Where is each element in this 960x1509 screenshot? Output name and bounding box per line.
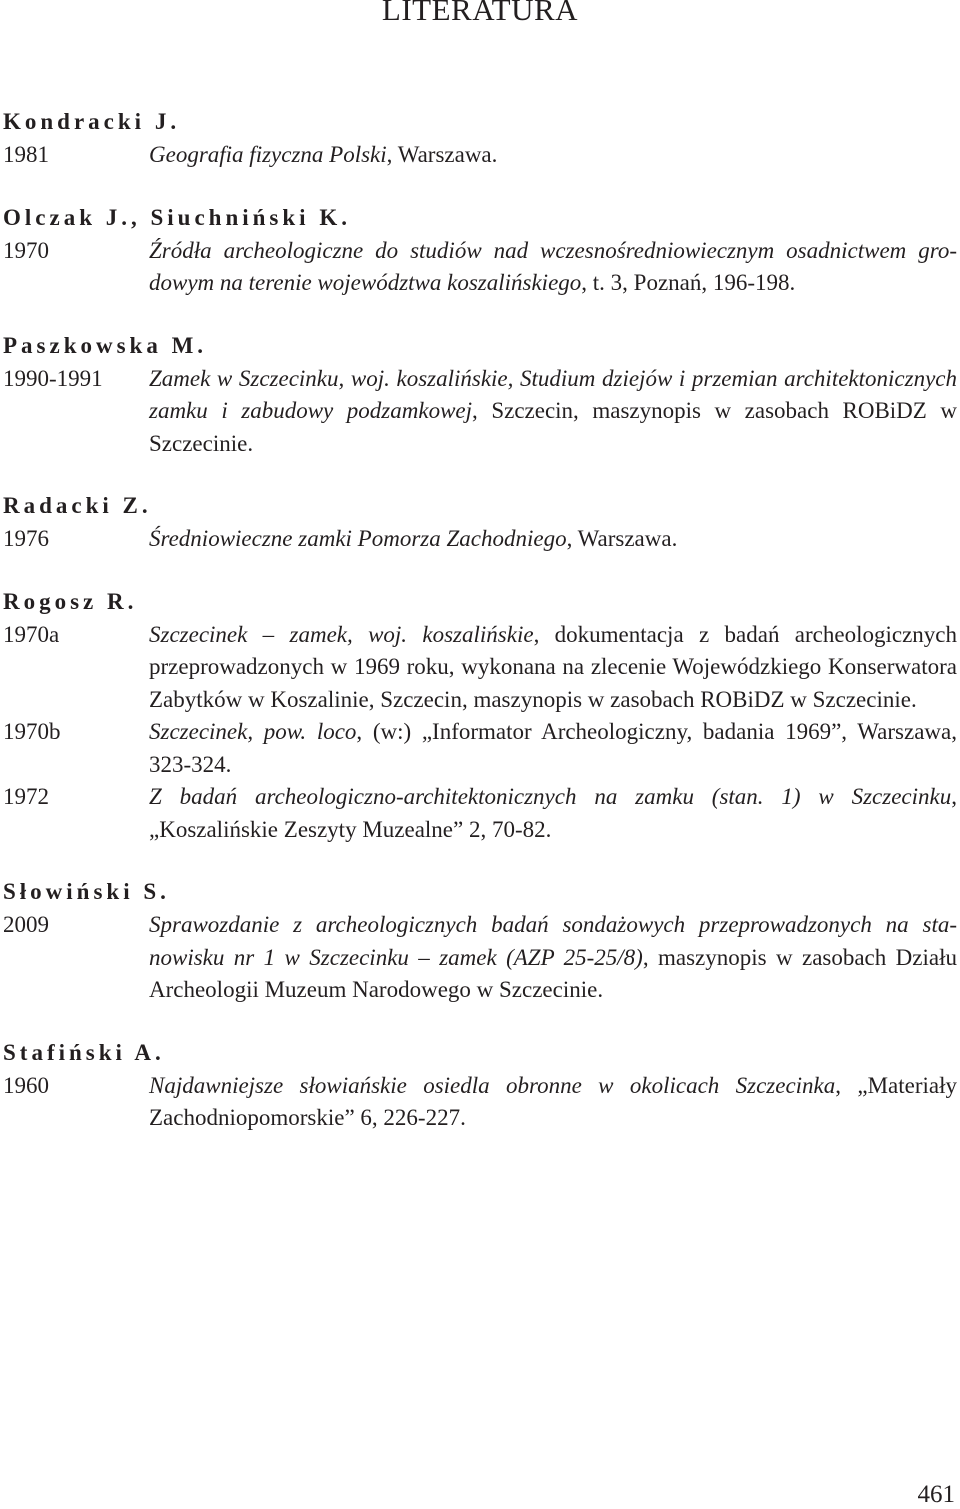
- reference-title: Zamek w Szczecinku, woj. koszalińskie, Studium dziejów i przemian architektonicznych zamku i zabudowy podzamkowej: [149, 365, 957, 423]
- reference: [3, 1070, 957, 1135]
- bibliography-entry: [3, 328, 957, 461]
- reference-text: [149, 781, 957, 846]
- reference-year: 1976: [3, 526, 49, 551]
- reference-year: 1970: [3, 237, 49, 263]
- reference-title: Szczecinek, pow. loco: [149, 719, 357, 744]
- reference-details: , Szczecin, maszynopis w zasobach ROBiDZ w Szczecinie.: [149, 398, 958, 456]
- reference-year: 1990-1991: [3, 365, 103, 391]
- reference-year: 1981: [3, 142, 49, 167]
- bibliography-entry: [3, 200, 957, 300]
- reference-details: , (w:) „Informator Archeologiczny, badania 1969”, Warszawa, 323-324.: [149, 719, 957, 777]
- reference-year: 1970b: [3, 719, 61, 744]
- author-name: Słowiński S.: [3, 879, 170, 904]
- reference-details: , maszynopis w zasobach Działu Archeologii Muzeum Narodowego w Szczecinie.: [149, 944, 957, 1002]
- page-title: LITERATURA: [381, 0, 579, 27]
- reference-details: , dokumentacja z badań archeologicznych przeprowadzonych w 1969 roku, wykonana na zlecenie Wojewódzkiego Konserwatora Zabytków w Koszalinie, Szczecin, maszynopis w zasobach ROBiDZ w Szczecinie.: [149, 621, 957, 712]
- reference-text: [149, 1070, 957, 1135]
- reference-details: , Warszawa.: [386, 142, 498, 167]
- reference-title: Z badań archeologiczno-architektonicznych na zamku (stan. 1) w Szczecinku: [149, 784, 952, 809]
- bibliography-entry: [3, 1035, 957, 1135]
- reference: [3, 619, 957, 717]
- reference-title: Najdawniejsze słowiańskie osiedla obronne w okolicach Szczecinka: [149, 1072, 836, 1098]
- author-name: Olczak J., Siuchniński K.: [3, 204, 351, 230]
- reference-details: , Warszawa.: [566, 526, 678, 551]
- author-name: Kondracki J.: [3, 109, 181, 134]
- bibliography-entry: [3, 584, 957, 847]
- reference: [3, 139, 957, 172]
- reference-title: Szczecinek – zamek, woj. koszalińskie: [149, 621, 534, 647]
- reference-year: 1970a: [3, 621, 60, 647]
- reference: [3, 716, 957, 781]
- author-name: Paszkowska M.: [3, 332, 208, 358]
- page-number: 461: [917, 1481, 955, 1508]
- reference: [3, 235, 957, 300]
- bibliography-list: [3, 104, 957, 1163]
- bibliography-entry: [3, 104, 957, 172]
- reference-year: 1972: [3, 784, 49, 809]
- reference-text: [149, 619, 957, 717]
- reference-year: 1960: [3, 1072, 49, 1098]
- reference-details: , „Materiały Zachodniopomorskie” 6, 226-227.: [149, 1072, 957, 1130]
- reference-details: , t. 3, Poznań, 196-198.: [581, 270, 796, 295]
- reference-details: , „Koszalińskie Zeszyty Muzealne” 2, 70-82.: [149, 784, 957, 842]
- reference: [3, 909, 957, 1007]
- reference-title: Średniowieczne zamki Pomorza Zachodniego: [149, 526, 567, 551]
- reference-title: Sprawozdanie z archeologicznych badań sondażowych przeprowadzonych na stanowisku nr 1 w Szczecinku – zamek (AZP 25-25/8): [149, 912, 957, 970]
- reference: [3, 523, 957, 556]
- reference-text: [149, 909, 957, 1007]
- bibliography-entry: [3, 488, 957, 556]
- bibliography-entry: [3, 874, 957, 1007]
- reference: [3, 363, 957, 461]
- reference-text: [149, 716, 957, 781]
- author-name: Stafiński A.: [3, 1039, 165, 1065]
- reference-year: 2009: [3, 912, 49, 937]
- reference-text: [149, 523, 957, 556]
- reference-text: [149, 139, 957, 172]
- reference-text: [149, 363, 957, 461]
- reference-title: Źródła archeologiczne do studiów nad wczesnośredniowiecznym osadnictwem grodowym na terenie województwa koszalińskiego: [149, 237, 957, 295]
- author-name: Radacki Z.: [3, 493, 152, 518]
- reference-text: [149, 235, 957, 300]
- reference-title: Geografia fizyczna Polski: [149, 142, 387, 167]
- author-name: Rogosz R.: [3, 588, 138, 614]
- reference: [3, 781, 957, 846]
